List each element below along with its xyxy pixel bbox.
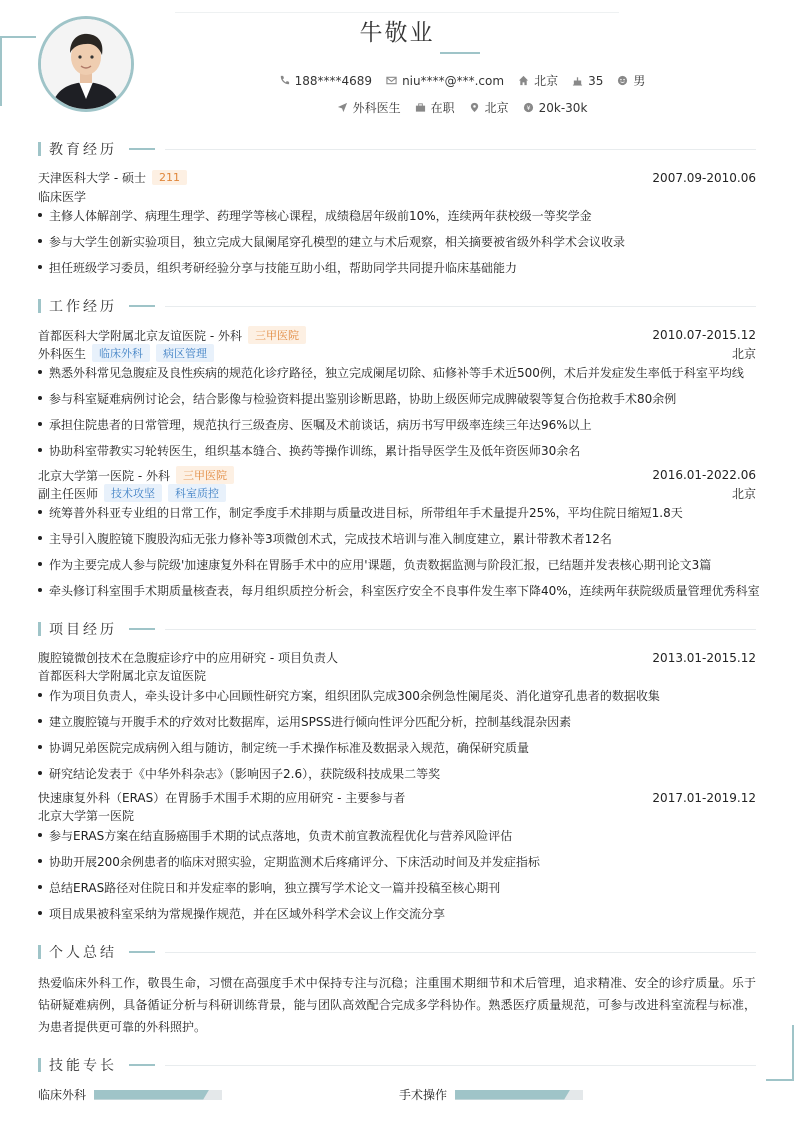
project-entry-header (38, 649, 756, 666)
work-entry-header (38, 326, 756, 344)
section-title: 技能专长 (49, 1058, 117, 1074)
skill-tag: 技术攻坚 (104, 484, 162, 502)
target-city-text: 北京 (484, 101, 509, 115)
phone-icon (279, 75, 290, 86)
work-org-group (38, 466, 234, 484)
age-text: 35 (588, 73, 604, 88)
project-bullet: 总结ERAS路径对住院日和并发症率的影响，独立撰写学术论文一篇并投稿至核心期刊 (38, 879, 756, 896)
section-bar (38, 1058, 41, 1072)
education-bullet: 主修人体解剖学、病理生理学、药理学等核心课程，成绩稳居年级前10%，连续两年获校级一等奖学金 (38, 207, 756, 224)
project-entry-header (38, 789, 756, 806)
section-title: 工作经历 (49, 299, 117, 315)
svg-text:¥: ¥ (526, 103, 531, 112)
corner-decoration-bottom-right (766, 1025, 794, 1081)
work-bullet: 牵头修订科室围手术期质量核查表，每月组织质控分析会，科室医疗安全不良事件发生率下降40%，连续两年获院级质量管理优秀科室 (38, 582, 756, 599)
skill-name: 临床外科 (38, 1088, 87, 1102)
school-tag: 211 (152, 170, 187, 185)
work-entry-header (38, 466, 756, 484)
project-bullet: 建立腹腔镜与开腹手术的疗效对比数据库，运用SPSS进行倾向性评分匹配分析，控制基线混杂因素 (38, 713, 756, 730)
coin-icon (523, 102, 534, 113)
section-bar (38, 299, 41, 313)
job-intent-row (0, 99, 794, 116)
section-bar (38, 622, 41, 636)
section-summary (38, 943, 756, 961)
email-info (386, 72, 504, 89)
project-bullet: 项目成果被科室采纳为常规操作规范，并在区域外科学术会议上作交流分享 (38, 905, 756, 922)
section-accent (129, 305, 155, 307)
home-icon (518, 75, 529, 86)
work-title: 外科医生 (38, 346, 87, 361)
project-bullet: 研究结论发表于《中华外科杂志》（影响因子2.6），获院级科技成果二等奖 (38, 765, 756, 782)
work-bullet: 作为主要完成人参与院级'加速康复外科在胃肠手术中的应用'课题，负责数据监测与阶段汇报，已结题并发表核心期刊论文3篇 (38, 556, 756, 573)
name-underline (440, 52, 480, 54)
project-name: 腹腔镜微创技术在急腹症诊疗中的应用研究 - 项目负责人 (38, 651, 338, 665)
project-bullet: 参与ERAS方案在结直肠癌围手术期的试点落地，负责术前宣教流程优化与营养风险评估 (38, 827, 756, 844)
section-accent (129, 1064, 155, 1066)
section-title: 项目经历 (49, 622, 117, 638)
work-org: 首都医科大学附属北京友谊医院 - 外科 (38, 328, 242, 343)
smiley-icon (617, 75, 628, 86)
education-major-row (38, 188, 756, 205)
work-bullet: 主导引入腹腔镜下腹股沟疝无张力修补等3项微创术式，完成技术培训与准入制度建立，累计带教术者12名 (38, 530, 756, 547)
work-dates: 2010.07-2015.12 (652, 328, 756, 342)
education-entry-header (38, 169, 756, 186)
target-role-text: 外科医生 (352, 101, 401, 115)
work-bullet: 参与科室疑难病例讨论会，结合影像与检验资料提出鉴别诊断思路，协助上级医师完成脾破裂等复合伤抢救手术80余例 (38, 390, 756, 407)
contact-row (0, 72, 794, 89)
skill-level-track (94, 1090, 222, 1100)
education-dates: 2007.09-2010.06 (652, 170, 756, 185)
section-divider (165, 952, 756, 953)
education-school-group (38, 169, 187, 186)
section-divider (165, 1065, 756, 1066)
work-title-group (38, 484, 226, 502)
skill-level-fill (94, 1090, 209, 1100)
candidate-name: 牛敬业 (359, 20, 435, 46)
location-text: 北京 (534, 74, 559, 88)
status-info (415, 99, 455, 116)
project-org-row (38, 807, 756, 824)
section-bar (38, 142, 41, 156)
send-icon (337, 102, 348, 113)
project-dates: 2017.01-2019.12 (652, 790, 756, 805)
project-bullet: 协调兄弟医院完成病例入组与随访，制定统一手术操作标准及数据录入规范，确保研究质量 (38, 739, 756, 756)
section-skills (38, 1056, 756, 1074)
section-accent (129, 148, 155, 150)
work-title-row (38, 484, 756, 502)
work-org: 北京大学第一医院 - 外科 (38, 468, 170, 483)
section-bar (38, 945, 41, 959)
skill-tag: 科室质控 (168, 484, 226, 502)
phone-text: 188****4689 (294, 73, 373, 88)
work-title: 副主任医师 (38, 486, 99, 501)
section-education (38, 140, 756, 158)
skill-item (399, 1086, 583, 1103)
work-city: 北京 (731, 486, 756, 501)
education-bullet: 参与大学生创新实验项目，独立完成大鼠阑尾穿孔模型的建立与术后观察，相关摘要被省级外科学术会议收录 (38, 233, 756, 250)
target-city-info (469, 99, 509, 116)
education-school: 天津医科大学 - 硕士 (38, 171, 146, 185)
work-city: 北京 (731, 346, 756, 361)
mail-icon (386, 75, 397, 86)
location-info (518, 72, 558, 89)
section-title: 教育经历 (49, 142, 117, 158)
work-title-group (38, 344, 214, 362)
work-org-group (38, 326, 306, 344)
section-accent (129, 951, 155, 953)
work-bullet: 协助科室带教实习轮转医生，组织基本缝合、换药等操作训练，累计指导医学生及低年资医师30余名 (38, 442, 756, 459)
project-org: 首都医科大学附属北京友谊医院 (38, 669, 207, 683)
top-rule (175, 12, 619, 13)
age-info (572, 72, 603, 89)
target-role-info (337, 99, 401, 116)
hospital-tag: 三甲医院 (176, 466, 234, 484)
email-text: niu****@***.com (402, 73, 505, 88)
work-title-row (38, 344, 756, 362)
summary-text: 热爱临床外科工作，敬畏生命，习惯在高强度手术中保持专注与沉稳；注重围术期细节和术后管理，追求精准、安全的诊疗质量。乐于钻研疑难病例，具备循证分析与科研训练背景，能与团队高效配合完成多学科协作。熟悉医疗质量规范，可参与改进科室流程与标准，为患者提供更可靠的外科照护。 (38, 976, 756, 1034)
skill-tag: 病区管理 (156, 344, 214, 362)
briefcase-icon (415, 102, 426, 113)
work-bullet: 统筹普外科亚专业组的日常工作，制定季度手术排期与质量改进目标，所带组年手术量提升25%，平均住院日缩短1.8天 (38, 504, 756, 521)
section-accent (129, 628, 155, 630)
section-divider (165, 629, 756, 630)
project-dates: 2013.01-2015.12 (652, 650, 756, 665)
skill-tag: 临床外科 (92, 344, 150, 362)
project-bullet: 协助开展200余例患者的临床对照实验，定期监测术后疼痛评分、下床活动时间及并发症指标 (38, 853, 756, 870)
phone-info (279, 72, 372, 89)
hospital-tag: 三甲医院 (248, 326, 306, 344)
status-text: 在职 (430, 101, 455, 115)
project-org-row (38, 667, 756, 684)
section-divider (165, 149, 756, 150)
section-work (38, 297, 756, 315)
project-name: 快速康复外科（ERAS）在胃肠手术围手术期的应用研究 - 主要参与者 (38, 791, 406, 805)
skill-level-track (455, 1090, 583, 1100)
skill-item (38, 1086, 222, 1103)
gender-info (617, 72, 645, 89)
location-pin-icon (469, 102, 480, 113)
project-org: 北京大学第一医院 (38, 809, 135, 823)
section-title: 个人总结 (49, 945, 117, 961)
project-bullet: 作为项目负责人，牵头设计多中心回顾性研究方案，组织团队完成300余例急性阑尾炎、消化道穿孔患者的数据收集 (38, 687, 756, 704)
salary-info (523, 99, 588, 116)
work-bullet: 承担住院患者的日常管理，规范执行三级查房、医嘱及术前谈话，病历书写甲级率连续三年达96%以上 (38, 416, 756, 433)
section-divider (165, 306, 756, 307)
work-bullet: 熟悉外科常见急腹症及良性疾病的规范化诊疗路径，独立完成阑尾切除、疝修补等手术近500例，术后并发症发生率低于科室平均线 (38, 364, 756, 381)
gender-text: 男 (633, 74, 646, 88)
education-major: 临床医学 (38, 190, 87, 204)
work-dates: 2016.01-2022.06 (652, 468, 756, 482)
salary-text: 20k-30k (538, 100, 588, 115)
education-bullet: 担任班级学习委员，组织考研经验分享与技能互助小组，帮助同学共同提升临床基础能力 (38, 259, 756, 276)
cake-icon (572, 75, 583, 86)
skill-name: 手术操作 (399, 1088, 448, 1102)
skill-level-fill (455, 1090, 570, 1100)
section-projects (38, 620, 756, 638)
